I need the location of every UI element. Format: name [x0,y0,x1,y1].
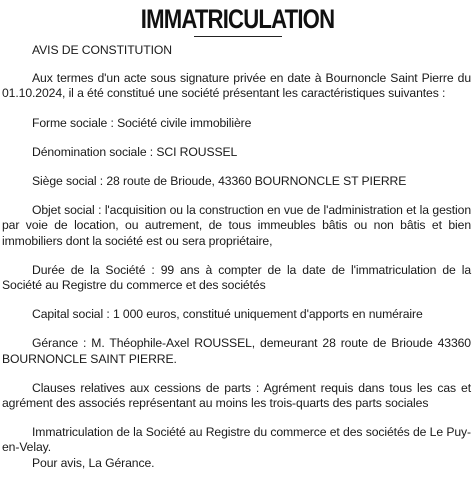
notice-closing: Pour avis, La Gérance. [32,455,155,470]
paragraph-share-transfer: Clauses relatives aux cessions de parts : Agrément requis dans tous les cas et agrément des associés représentant au moins les trois-quarts des parts sociales [2,380,471,411]
notice-title: IMMATRICULATION [140,4,335,34]
paragraph-capital: Capital social : 1 000 euros, constitué uniquement d'apports en numéraire [32,307,423,322]
paragraph-preamble: Aux termes d'un acte sous signature privée en date à Bournoncle Saint Pierre du 01.10.2024, il a été constitué une société présentant les caractéristiques suivantes : [2,71,471,101]
paragraph-head-office: Siège social : 28 route de Brioude, 43360 BOURNONCLE ST PIERRE [32,174,407,189]
paragraph-legal-form: Forme sociale : Société civile immobilière [32,115,252,130]
paragraph-company-name: Dénomination sociale : SCI ROUSSEL [32,144,238,159]
notice-heading: AVIS DE CONSTITUTION [32,43,172,57]
paragraph-purpose: Objet social : l'acquisition ou la construction en vue de l'administration et la gestion par voie de location, ou autrement, de tous immeubles bâtis ou non bâtis et bien immobiliers dont la société est ou sera propriétaire, [2,203,471,248]
paragraph-management: Gérance : M. Théophile-Axel ROUSSEL, demeurant 28 route de Brioude 43360 BOURNONCLE SAINT PIERRE. [2,336,471,366]
title-divider [194,36,282,37]
notice-body [2,43,473,471]
paragraph-duration: Durée de la Société : 99 ans à compter de la date de l'immatriculation de la Société au Registre du commerce et des sociétés [2,262,471,293]
paragraph-registration: Immatriculation de la Société au Registre du commerce et des sociétés de Le Puy-en-Velay. [2,425,471,455]
